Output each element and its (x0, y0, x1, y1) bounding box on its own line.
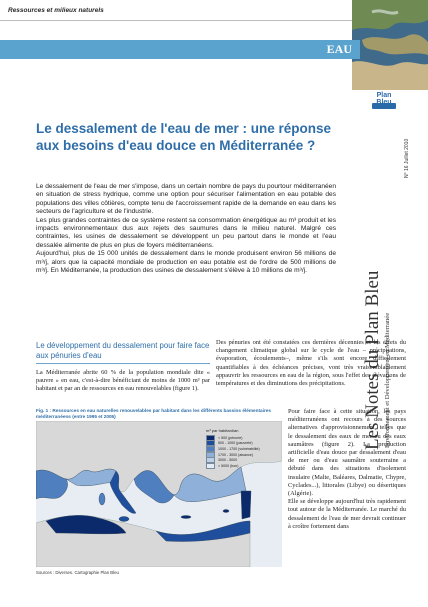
intro-paragraph: Aujourd'hui, plus de 15 000 unités de dessalement dans le monde produisent environ 56 millions de m³/j, alors que la capacité mondiale de production en eau potable est de l'ordre de 500 millions de m³/j. En Méditerranée, la production des usines de dessalement s'élève à 10 millions de m³/j. (36, 250, 336, 275)
series-subtitle: Environnement et Développement en Méditerranée (384, 312, 391, 448)
body-paragraph: Elle se développe aujourd'hui très rapidement tout autour de la Méditerranée. Le marché du dessalement de l'eau de mer devrait continuer à croître fortement dans (288, 498, 406, 530)
section-heading: Le développement du dessalement pour faire face aux pénuries d'eau (36, 341, 210, 360)
figure-source: Sources : Diverses. Cartographie Plan Bleu (36, 570, 119, 575)
topic-banner (0, 40, 360, 59)
article-intro (36, 183, 336, 275)
article-title: Le dessalement de l'eau de mer : une réponse aux besoins d'eau douce en Méditerranée ? (36, 121, 332, 153)
legend-swatch (206, 463, 215, 469)
satellite-photo (352, 0, 428, 90)
issue-number: N° 16 Juillet 2010 (404, 138, 410, 178)
legend-label: < 500 (pénurie) (218, 435, 243, 440)
body-column-right-top (216, 339, 406, 388)
legend-label: > 5000 (bon) (218, 463, 239, 468)
legend-label: 1000 - 1700 (vulnérabilité) (218, 446, 260, 451)
legend-item (206, 463, 272, 469)
logo-label: Plan Bleu (376, 92, 392, 106)
body-paragraph: Des pénuries ont été constatées ces dernières décennies et les effets du changement climatique global sur le cycle de l'eau – précipitations, évaporation, écoulements–, même s'ils sont encore difficilement quantifiables à des échéances précises, vont très vraisemblablement appauvrir les ressources en eau de la région, sous l'effet des élévations de températures et des diminutions des précipitations. (216, 339, 406, 388)
series-title: Les Notes du Plan Bleu (362, 270, 383, 450)
legend-title: m³ par habitant/an (206, 428, 239, 433)
legend-label: 500 - 1000 (pauvreté) (218, 441, 253, 446)
body-paragraph: Pour faire face à cette situation, les pays méditerranéens ont recours à des sources alternatives d'approvisionnement, telles que le dessalement des eaux de mer ou des eaux saumâtres (figure 2). La production artificielle d'eau douce par dessalement d'eau de mer ou d'eau saumâtre souterraine a débuté dans des situations d'isolement insulaire (Malte, Baléares, Dalmatie, Chypre, Cyclades...), littorales (Libye) ou désertiques (Algérie). (288, 408, 406, 498)
section-label: Ressources et milieux naturels (8, 7, 104, 14)
intro-paragraph: Les plus grandes contraintes de ce système restent sa consommation énergétique au m³ produit et les impacts environnementaux dus aux rejets des saumures dans le milieu naturel. Malgré ces contraintes, les usines de dessalement se développent un peu partout dans le monde et l'eau dessalée alimente de plus en plus de foyers méditerranéens. (36, 216, 336, 249)
legend-label: 3000 - 5000 (218, 458, 238, 463)
legend-label: 1700 - 3000 (aisance) (218, 452, 253, 457)
body-column-left (36, 369, 210, 394)
map-legend (206, 428, 272, 480)
intro-paragraph: Le dessalement de l'eau de mer s'impose, dans un certain nombre de pays du pourtour méditerranéen en situation de stress hydrique, comme une option pour sécuriser l'alimentation en eau potable des populations des villes côtières, compte tenu de l'accroissement rapide de la demande en eau dans les secteurs de l'agriculture et de l'industrie. (36, 183, 336, 216)
header-divider (0, 20, 360, 21)
body-paragraph: La Méditerranée abrite 60 % de la population mondiale dite « pauvre » en eau, c'est-à-dire bénéficiant de moins de 1000 m³ par habitant et par an de ressources en eau renouvelables (figure 1). (36, 369, 210, 393)
topic-tag: EAU (326, 42, 352, 56)
body-column-right (288, 408, 406, 531)
section-divider (36, 363, 210, 364)
figure-caption: Fig. 1 : Ressources en eau naturelles renouvelables par habitant dans les différents bassins élémentaires méditerranéens (entre 1995 et 2005) (36, 408, 271, 419)
